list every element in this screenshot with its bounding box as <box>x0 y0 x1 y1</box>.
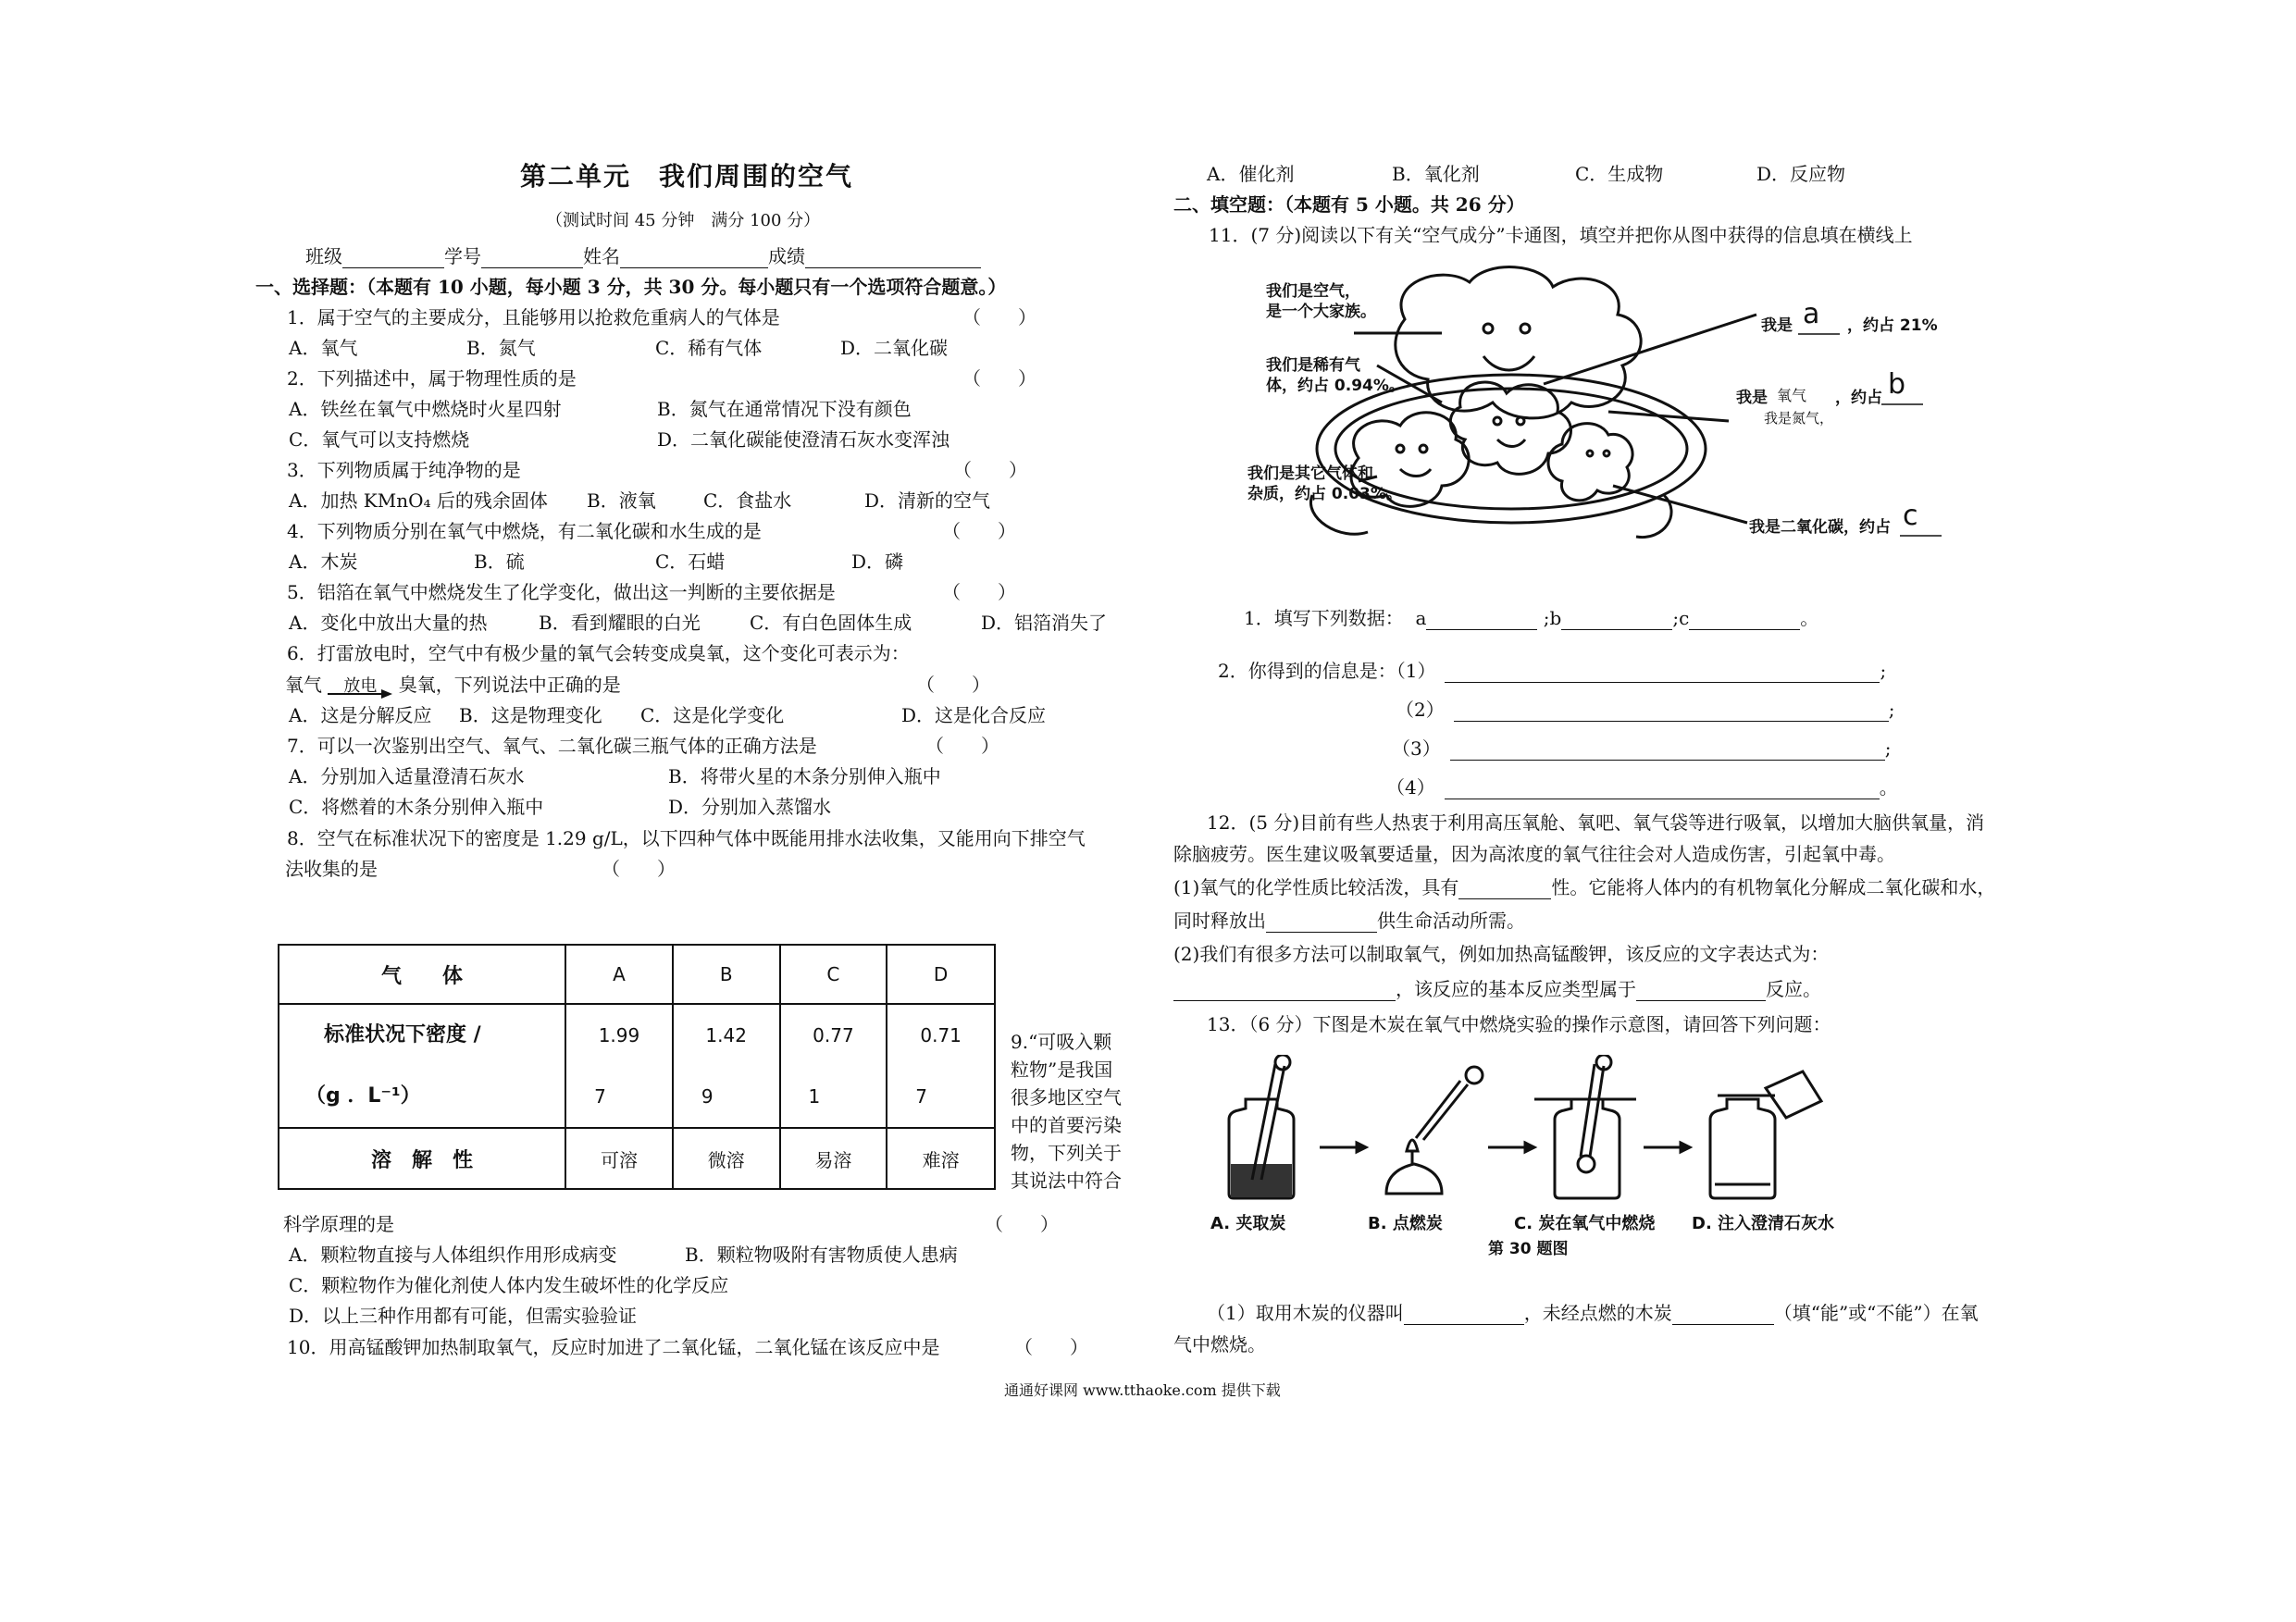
density-c-extra: 1 <box>808 1085 821 1108</box>
density-c <box>780 1004 887 1128</box>
q6-option-d: D．这是化合反应 <box>901 704 1047 726</box>
cartoon-text-other-1: 我们是其它气体和 <box>1247 464 1373 483</box>
q5-option-c: C．有白色固体生成 <box>750 612 912 634</box>
q11-1-a-label: a <box>1415 607 1427 629</box>
arrow-right-icon <box>328 687 392 700</box>
q4-option-a: A．木炭 <box>289 551 358 573</box>
q12-part1-text-3: 同时释放出 <box>1173 910 1266 932</box>
gas-density-table <box>278 944 996 1190</box>
q10-stem: 10．用高锰酸钾加热制取氧气，反应时加进了二氧化锰，二氧化锰在该反应中是 <box>287 1336 940 1358</box>
q12-part1-text: (1)氧气的化学性质比较活泼，具有 <box>1173 876 1459 898</box>
q12-part1-text-4: 供生命活动所需。 <box>1377 910 1525 932</box>
q12-blank-3[interactable] <box>1173 982 1396 1001</box>
density-a <box>565 1004 673 1128</box>
q2-option-b: B．氮气在通常情况下没有颜色 <box>657 398 912 420</box>
q12-stem-1: 12．(5 分)目前有些人热衷于利用高压氧舱、氧吧、氧气袋等进行吸氧，以增加大脑供氧量，消 <box>1207 811 1985 834</box>
q7-answer-paren[interactable]: （ ） <box>925 735 999 757</box>
page-footer: 通通好课网 www.tthaoke.com 提供下载 <box>1004 1381 1281 1399</box>
q9-option-b: B．颗粒物吸附有害物质使人患病 <box>685 1244 958 1266</box>
table-header-solubility: 溶 解 性 <box>279 1128 565 1189</box>
density-b-extra: 9 <box>701 1085 714 1108</box>
section-1-heading: 一、选择题：（本题有 10 小题，每小题 3 分，共 30 分。每小题只有一个选项符合题意。） <box>255 276 1007 298</box>
figure-caption-b: B. 点燃炭 <box>1368 1214 1443 1233</box>
q12-stem-2: 除脑疲劳。医生建议吸氧要适量，因为高浓度的氧气往往会对人造成伤害，引起氧中毒。 <box>1173 843 1895 865</box>
density-header-line2: （g ．L⁻¹） <box>305 1084 421 1108</box>
cartoon-label-c: c <box>1903 500 1918 532</box>
q7-option-c: C．将燃着的木条分别伸入瓶中 <box>289 796 544 818</box>
density-c-value: 0.77 <box>813 1024 854 1046</box>
density-header-line1: 标准状况下密度 / <box>324 1023 481 1046</box>
cartoon-blanks <box>1798 334 1942 536</box>
q13-part1-line2: 气中燃烧。 <box>1173 1333 1266 1356</box>
q9-stem-4: 中的首要污染 <box>1011 1114 1122 1136</box>
q12-part1-text-2: 性。它能将人体内的有机物氧化分解成二氧化碳和水， <box>1551 876 1996 898</box>
cartoon-text-air-1: 我们是空气， <box>1266 282 1360 301</box>
name-label: 姓名 <box>583 245 620 267</box>
cartoon-label-b: b <box>1888 368 1906 401</box>
q7-stem: 7．可以一次鉴别出空气、氧气、二氧化碳三瓶气体的正确方法是 <box>287 735 817 757</box>
cartoon-text-noble-1: 我们是稀有气 <box>1266 356 1360 375</box>
q1-option-b: B．氮气 <box>466 337 536 359</box>
table-header-row <box>279 945 995 1004</box>
q3-option-d: D．清新的空气 <box>864 489 991 512</box>
density-b <box>673 1004 780 1128</box>
q13-blank-2[interactable] <box>1672 1306 1774 1325</box>
q11-2-blank-2[interactable] <box>1454 702 1889 722</box>
q3-option-c: C．食盐水 <box>703 489 792 512</box>
page-title: 第二单元 我们周围的空气 <box>520 161 854 192</box>
cartoon-text-nitrogen-1: 我是 <box>1736 389 1768 407</box>
q2-option-d: D．二氧化碳能使澄清石灰水变浑浊 <box>657 428 950 451</box>
charcoal-experiment-figure <box>1210 1055 1877 1268</box>
q9-stem-3: 很多地区空气 <box>1011 1086 1122 1108</box>
q12-blank-4[interactable] <box>1636 982 1766 1001</box>
q4-stem: 4．下列物质分别在氧气中燃烧，有二氧化碳和水生成的是 <box>287 520 762 542</box>
q10-option-b: B．氧化剂 <box>1392 163 1480 185</box>
q5-option-a: A．变化中放出大量的热 <box>289 612 488 634</box>
q11-1-c-label: c <box>1679 607 1690 629</box>
q5-stem: 5．铝箔在氧气中燃烧发生了化学变化，做出这一判断的主要依据是 <box>287 581 836 603</box>
q3-stem: 3．下列物质属于纯净物的是 <box>287 459 521 481</box>
q6-stem: 6．打雷放电时，空气中有极少量的氧气会转变成臭氧，这个变化可表示为： <box>287 642 910 664</box>
q11-1-b-label: b <box>1549 607 1562 629</box>
q3-option-a: A．加热 KMnO₄ 后的残余固体 <box>289 489 548 512</box>
section-2-heading: 二、填空题：（本题有 5 小题。共 26 分） <box>1173 193 1525 216</box>
student-info <box>305 244 981 268</box>
q12-part2-text: ，该反应的基本反应类型属于 <box>1396 978 1636 1000</box>
density-a-value: 1.99 <box>598 1024 640 1046</box>
q9-option-a: A．颗粒物直接与人体组织作用形成病变 <box>289 1244 617 1266</box>
q11-2-line3: （3） ; <box>1392 737 1892 760</box>
q5-option-d: D．铝箔消失了 <box>981 612 1108 634</box>
q6-reactant: 氧气 <box>285 674 322 696</box>
q6-option-b: B．这是物理变化 <box>459 704 602 726</box>
number-label: 学号 <box>444 245 481 267</box>
q9-stem-6: 其说法中符合 <box>1011 1170 1122 1192</box>
density-d <box>887 1004 995 1128</box>
q7-option-d: D．分别加入蒸馏水 <box>668 796 832 818</box>
q12-part2-line1: (2)我们有很多方法可以制取氧气，例如加热高锰酸钾，该反应的文字表达式为： <box>1173 943 1830 965</box>
q4-answer-paren[interactable]: （ ） <box>942 520 1016 542</box>
q11-2-blank-1[interactable] <box>1445 663 1880 683</box>
q12-part2-line2 <box>1173 977 1821 1001</box>
table-col-c: C <box>780 945 887 1004</box>
cartoon-text-nitrogen-3: ，约占 <box>1835 389 1882 407</box>
q2-answer-paren[interactable]: （ ） <box>962 367 1036 390</box>
q12-blank-2[interactable] <box>1266 913 1377 933</box>
figure-captions <box>1210 1213 1834 1258</box>
solubility-a: 可溶 <box>565 1128 673 1189</box>
density-d-value: 0.71 <box>920 1024 962 1046</box>
q10-answer-paren[interactable]: （ ） <box>1014 1336 1088 1358</box>
q11-2-line1: 2．你得到的信息是：（1） ; <box>1218 660 1887 682</box>
q8-answer-paren[interactable]: （ ） <box>602 858 676 880</box>
q10-option-a: A．催化剂 <box>1207 163 1295 185</box>
name-blank[interactable] <box>620 249 768 268</box>
q13-part1-line1 <box>1207 1301 1979 1325</box>
figure-caption-c: C. 炭在氧气中燃烧 <box>1514 1214 1656 1233</box>
air-composition-cartoon <box>1229 264 1997 560</box>
q13-part1-text-2: ，未经点燃的木炭 <box>1523 1302 1672 1324</box>
q9-stem-2: 粒物”是我国 <box>1011 1059 1113 1081</box>
table-header-gas: 气 体 <box>279 945 565 1004</box>
table-col-b: B <box>673 945 780 1004</box>
q11-1-label: 1．填写下列数据： <box>1244 607 1404 629</box>
cartoon-text-oxygen-2: ，约占 21% <box>1847 316 1938 335</box>
solubility-d: 难溶 <box>887 1128 995 1189</box>
q6-option-a: A．这是分解反应 <box>289 704 432 726</box>
cartoon-text-co2: 我是二氧化碳，约占 <box>1749 518 1891 537</box>
figure-caption-d: D. 注入澄清石灰水 <box>1692 1214 1835 1233</box>
q6-equation <box>285 673 621 699</box>
q1-option-a: A．氧气 <box>289 337 358 359</box>
cartoon-label-a: a <box>1803 298 1820 330</box>
q8-stem-line1: 8．空气在标准状况下的密度是 1.29 g/L，以下四种气体中既能用排水法收集，又能用向下排空气 <box>287 827 1086 849</box>
q11-2-label-4: （4） <box>1386 776 1435 799</box>
solubility-c: 易溶 <box>780 1128 887 1189</box>
q2-option-a: A．铁丝在氧气中燃烧时火星四射 <box>289 398 562 420</box>
q4-option-c: C．石蜡 <box>655 551 726 573</box>
q11-2-blank-3[interactable] <box>1450 741 1885 761</box>
q7-option-a: A．分别加入适量澄清石灰水 <box>289 765 525 787</box>
q11-2-label-2: （2） <box>1396 699 1445 721</box>
q2-option-c: C．氧气可以支持燃烧 <box>289 428 470 451</box>
q5-option-b: B．看到耀眼的白光 <box>539 612 701 634</box>
q13-stem: 13．（6 分）下图是木炭在氧气中燃烧实验的操作示意图，请回答下列问题： <box>1207 1013 1831 1035</box>
subtitle: （测试时间 45 分钟 满分 100 分） <box>546 211 821 230</box>
solubility-b: 微溶 <box>673 1128 780 1189</box>
q11-stem: 11．(7 分)阅读以下有关“空气成分”卡通图，填空并把你从图中获得的信息填在横线上 <box>1209 224 1913 246</box>
q11-1-b-blank[interactable] <box>1561 611 1672 630</box>
density-b-value: 1.42 <box>705 1024 747 1046</box>
q13-part1-text-1: （1）取用木炭的仪器叫 <box>1207 1302 1404 1324</box>
q9-option-c: C．颗粒物作为催化剂使人体内发生破坏性的化学反应 <box>289 1274 729 1296</box>
q9-option-d: D．以上三种作用都有可能，但需实验验证 <box>289 1305 638 1327</box>
cartoon-text-noble-2: 体，约占 0.94%。 <box>1266 377 1405 395</box>
table-row-solubility <box>279 1128 995 1189</box>
cartoon-text-nitrogen-4: 我是氮气， <box>1764 410 1834 427</box>
q4-option-d: D．磷 <box>851 551 904 573</box>
q11-1-a-blank[interactable] <box>1426 611 1537 630</box>
figure-caption-title: 第 30 题图 <box>1488 1240 1569 1258</box>
q9-stem-5: 物，下列关于 <box>1011 1142 1122 1164</box>
q11-2-label: 2．你得到的信息是：（1） <box>1218 660 1436 682</box>
q10-option-c: C．生成物 <box>1575 163 1664 185</box>
q12-blank-1[interactable] <box>1458 880 1551 899</box>
q4-option-b: B．硫 <box>474 551 525 573</box>
table-col-d: D <box>887 945 995 1004</box>
q12-part1-line1 <box>1173 875 1995 899</box>
density-a-extra: 7 <box>594 1085 606 1108</box>
density-d-extra: 7 <box>915 1085 927 1108</box>
q3-answer-paren[interactable]: （ ） <box>953 459 1027 481</box>
q9-stem-1: 9.“可吸入颗 <box>1011 1031 1112 1053</box>
q13-part1-text-3: （填“能”或“不能”）在氧 <box>1773 1302 1979 1324</box>
q6-option-c: C．这是化学变化 <box>640 704 785 726</box>
q11-2-line2: （2） ; <box>1396 699 1895 721</box>
q11-2-blank-4[interactable] <box>1445 780 1880 799</box>
q6-reaction-arrow <box>328 673 392 699</box>
q6-arrow-condition: 放电 <box>343 676 378 696</box>
q6-answer-paren[interactable]: （ ） <box>916 674 990 696</box>
table-header-density <box>279 1004 565 1128</box>
q7-option-b: B．将带火星的木条分别伸入瓶中 <box>668 765 941 787</box>
number-blank[interactable] <box>481 249 583 268</box>
q12-part1-line2 <box>1173 909 1525 933</box>
q11-2-label-3: （3） <box>1392 737 1441 760</box>
q3-option-b: B．液氧 <box>587 489 656 512</box>
cartoon-text <box>1247 281 1938 537</box>
cartoon-text-air-2: 是一个大家族。 <box>1266 303 1376 321</box>
q12-part2-text-2: 反应。 <box>1766 978 1821 1000</box>
q9-answer-paren[interactable]: （ ） <box>985 1213 1059 1235</box>
q1-stem: 1．属于空气的主要成分，且能够用以抢救危重病人的气体是 <box>287 306 780 328</box>
q13-blank-1[interactable] <box>1404 1306 1524 1325</box>
q2-stem: 2．下列描述中，属于物理性质的是 <box>287 367 577 390</box>
q1-option-d: D．二氧化碳 <box>840 337 949 359</box>
q1-answer-paren[interactable]: （ ） <box>962 306 1036 328</box>
score-blank[interactable] <box>805 249 981 268</box>
q11-2-line4: （4） 。 <box>1386 776 1898 799</box>
q11-1-fill: 1．填写下列数据： a ;b ;c 。 <box>1244 607 1819 629</box>
q10-option-d: D．反应物 <box>1756 163 1846 185</box>
q1-option-c: C．稀有气体 <box>655 337 763 359</box>
q6-product-text: 臭氧，下列说法中正确的是 <box>398 674 621 696</box>
score-label: 成绩 <box>768 245 805 267</box>
table-col-a: A <box>565 945 673 1004</box>
q9-stem-7: 科学原理的是 <box>283 1213 394 1235</box>
figure-caption-a: A. 夹取炭 <box>1210 1214 1286 1233</box>
cartoon-text-nitrogen-2: 氧气 <box>1777 387 1807 404</box>
cartoon-text-other-2: 杂质，约占 0.03%。 <box>1247 485 1402 503</box>
figure-drawing <box>1229 1055 1821 1198</box>
class-label: 班级 <box>305 245 342 267</box>
table-row-density <box>279 1004 995 1128</box>
q5-answer-paren[interactable]: （ ） <box>942 581 1016 603</box>
cartoon-text-oxygen-1: 我是 <box>1761 316 1793 335</box>
q8-stem-line2: 法收集的是 <box>285 858 378 880</box>
class-blank[interactable] <box>342 249 444 268</box>
q11-1-c-blank[interactable] <box>1689 611 1800 630</box>
